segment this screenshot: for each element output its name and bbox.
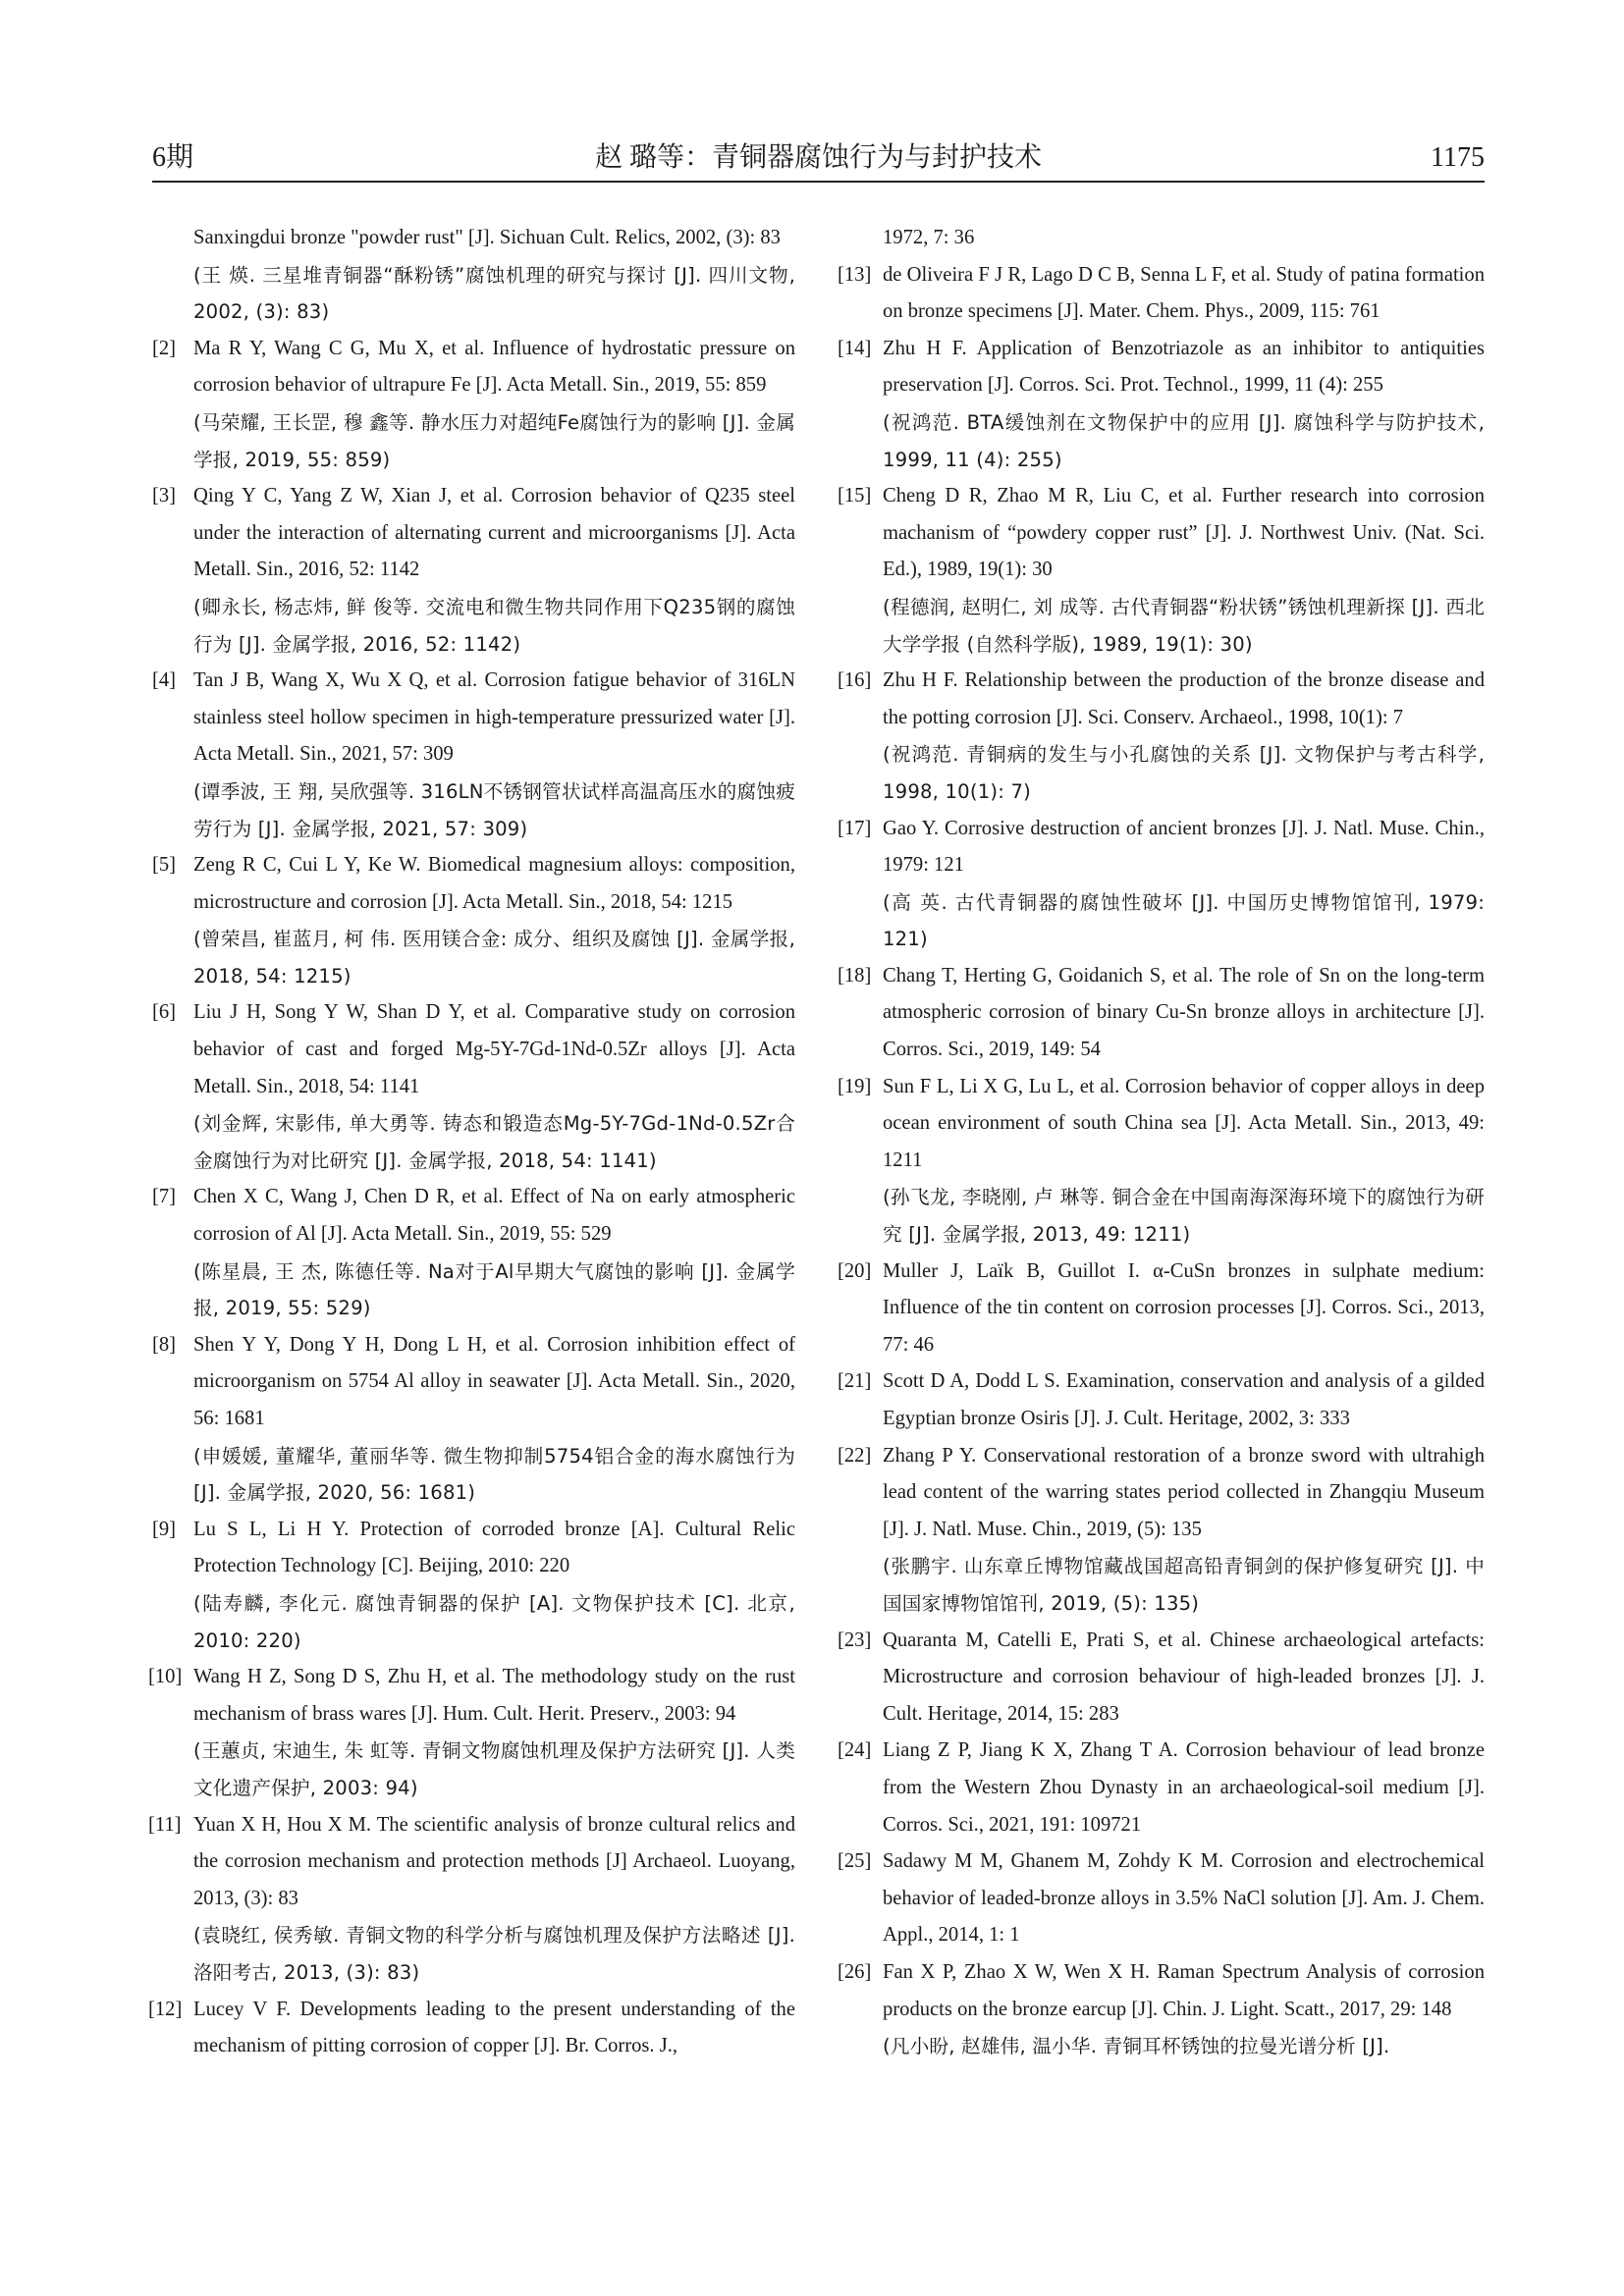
reference-chinese: (卿永长, 杨志炜, 鲜 俊等. 交流电和微生物共同作用下Q235钢的腐蚀行为 [J]. 金属学报, 2016, 52: 1142) [193, 595, 795, 656]
reference-english: 1972, 7: 36 [883, 227, 975, 248]
reference-english: Gao Y. Corrosive destruction of ancient bronzes [J]. J. Natl. Muse. Chin., 1979: 121 [883, 817, 1485, 877]
reference-english: Yuan X H, Hou X M. The scientific analysis of bronze cultural relics and the corrosion mechanism and protection methods [J] Archaeol. Luoyang, 2013, (3): 83 [193, 1813, 795, 1909]
reference-number: [4] [152, 669, 177, 692]
reference-continuation [841, 220, 1485, 257]
reference-item [838, 811, 1485, 958]
reference-item [838, 1733, 1485, 1843]
reference-number: [9] [152, 1518, 177, 1540]
reference-number: [21] [838, 1370, 872, 1393]
reference-english: Shen Y Y, Dong Y H, Dong L H, et al. Corrosion inhibition effect of microorganism on 5754 Al alloy in seawater [J]. Acta Metall. Sin., 2020, 56: 1681 [193, 1333, 795, 1429]
reference-chinese: (袁晓红, 侯秀敏. 青铜文物的科学分析与腐蚀机理及保护方法略述 [J]. 洛阳考古, 2013, (3): 83) [193, 1924, 795, 1984]
reference-number: [19] [838, 1075, 872, 1097]
reference-item [838, 1843, 1485, 1954]
reference-english: Lucey V F. Developments leading to the present understanding of the mechanism of pitting corrosion of copper [J]. Br. Corros. J., [193, 1998, 795, 2057]
reference-item [152, 331, 795, 478]
reference-english: Liu J H, Song Y W, Shan D Y, et al. Comparative study on corrosion behavior of cast and forged Mg-5Y-7Gd-1Nd-0.5Zr alloys [J]. Acta Metall. Sin., 2018, 54: 1141 [193, 1001, 795, 1097]
reference-english: Liang Z P, Jiang K X, Zhang T A. Corrosion behaviour of lead bronze from the Western Zhou Dynasty in an archaeological-soil medium [J]. Corros. Sci., 2021, 191: 109721 [883, 1739, 1485, 1836]
reference-english: Zhang P Y. Conservational restoration of a bronze sword with ultrahigh lead content of the warring states period collected in Zhangqiu Museum [J]. J. Natl. Muse. Chin., 2019, (5): 135 [883, 1444, 1485, 1540]
right-column-references [838, 220, 1485, 2065]
reference-english: Qing Y C, Yang Z W, Xian J, et al. Corrosion behavior of Q235 steel under the interaction of alternating current and microorganisms [J]. Acta Metall. Sin., 2016, 52: 1142 [193, 485, 795, 581]
reference-english: Chang T, Herting G, Goidanich S, et al. The role of Sn on the long-term atmospheric corrosion of binary Cu-Sn bronze alloys in architecture [J]. Corros. Sci., 2019, 149: 54 [883, 964, 1485, 1061]
left-column-references [148, 220, 795, 2065]
reference-item [148, 1807, 795, 1992]
reference-english: Muller J, Laïk B, Guillot I. α-CuSn bronzes in sulphate medium: Influence of the tin content on corrosion processes [J]. Corros. Sci., 2013, 77: 46 [883, 1259, 1485, 1356]
reference-number: [2] [152, 337, 177, 359]
reference-chinese: (申媛媛, 董耀华, 董丽华等. 微生物抑制5754铝合金的海水腐蚀行为 [J]. 金属学报, 2020, 56: 1681) [193, 1444, 795, 1505]
reference-continuation [152, 220, 795, 331]
reference-english: Quaranta M, Catelli E, Prati S, et al. Chinese archaeological artefacts: Microstructure and corrosion behaviour of high-leaded bronzes [J]. J. Cult. Heritage, 2014, 15: 283 [883, 1629, 1485, 1725]
reference-english: de Oliveira F J R, Lago D C B, Senna L F, et al. Study of patina formation on bronze specimens [J]. Mater. Chem. Phys., 2009, 115: 761 [883, 263, 1485, 323]
reference-item [838, 331, 1485, 478]
reference-number: [15] [838, 485, 872, 507]
reference-chinese: (祝鸿范. 青铜病的发生与小孔腐蚀的关系 [J]. 文物保护与考古科学, 1998, 10(1): 7) [883, 743, 1485, 803]
reference-english: Sanxingdui bronze "powder rust" [J]. Sichuan Cult. Relics, 2002, (3): 83 [193, 227, 781, 248]
reference-item [152, 1512, 795, 1659]
running-header [152, 135, 1485, 183]
reference-english: Chen X C, Wang J, Chen D R, et al. Effect of Na on early atmospheric corrosion of Al [J]. Acta Metall. Sin., 2019, 55: 529 [193, 1186, 795, 1246]
reference-chinese: (曾荣昌, 崔蓝月, 柯 伟. 医用镁合金: 成分、组织及腐蚀 [J]. 金属学报, 2018, 54: 1215) [193, 928, 795, 988]
issue-label: 6期 [152, 142, 194, 173]
reference-number: [14] [838, 337, 872, 359]
reference-english: Sun F L, Li X G, Lu L, et al. Corrosion behavior of copper alloys in deep ocean environment of south China sea [J]. Acta Metall. Sin., 2013, 49: 1211 [883, 1075, 1485, 1171]
reference-item [152, 1327, 795, 1512]
reference-number: [5] [152, 854, 177, 877]
reference-item [838, 257, 1485, 331]
reference-chinese: (陈星晨, 王 杰, 陈德任等. Na对于Al早期大气腐蚀的影响 [J]. 金属学报, 2019, 55: 529) [193, 1259, 795, 1320]
reference-number: [16] [838, 669, 872, 692]
reference-chinese: (马荣耀, 王长罡, 穆 鑫等. 静水压力对超纯Fe腐蚀行为的影响 [J]. 金属学报, 2019, 55: 859) [193, 410, 795, 471]
reference-english: Zeng R C, Cui L Y, Ke W. Biomedical magnesium alloys: composition, microstructure and corrosion [J]. Acta Metall. Sin., 2018, 54: 1215 [193, 854, 795, 913]
reference-item [152, 994, 795, 1179]
reference-item [838, 1954, 1485, 2065]
reference-item [838, 1254, 1485, 1364]
reference-number: [11] [148, 1813, 182, 1836]
running-title: 赵 璐等：青铜器腐蚀行为与封护技术 [594, 142, 1042, 173]
reference-number: [18] [838, 964, 872, 987]
reference-english: Scott D A, Dodd L S. Examination, conservation and analysis of a gilded Egyptian bronze Osiris [J]. J. Cult. Heritage, 2002, 3: 333 [883, 1370, 1485, 1429]
left-reference-list [148, 331, 795, 2065]
reference-number: [26] [838, 1960, 872, 1983]
reference-chinese: (王 煐. 三星堆青铜器“酥粉锈”腐蚀机理的研究与探讨 [J]. 四川文物, 2002, (3): 83) [193, 263, 795, 324]
reference-number: [24] [838, 1739, 872, 1762]
reference-chinese: (凡小盼, 赵雄伟, 温小华. 青铜耳杯锈蚀的拉曼光谱分析 [J]. [883, 2035, 1390, 2058]
reference-english: Cheng D R, Zhao M R, Liu C, et al. Further research into corrosion machanism of “powdery copper rust” [J]. J. Northwest Univ. (Nat. Sci. Ed.), 1989, 19(1): 30 [883, 485, 1485, 581]
reference-english: Sadawy M M, Ghanem M, Zohdy K M. Corrosion and electrochemical behavior of leaded-bronze alloys in 3.5% NaCl solution [J]. Am. J. Chem. Appl., 2014, 1: 1 [883, 1850, 1485, 1947]
reference-english: Wang H Z, Song D S, Zhu H, et al. The methodology study on the rust mechanism of brass wares [J]. Hum. Cult. Herit. Preserv., 2003: 94 [193, 1666, 795, 1725]
reference-english: Zhu H F. Relationship between the production of the bronze disease and the potting corrosion [J]. Sci. Conserv. Archaeol., 1998, 10(1): 7 [883, 669, 1485, 728]
page-number: 1175 [1431, 142, 1485, 173]
reference-item [838, 663, 1485, 810]
reference-english: Lu S L, Li H Y. Protection of corroded bronze [A]. Cultural Relic Protection Technology [C]. Beijing, 2010: 220 [193, 1518, 795, 1577]
reference-number: [8] [152, 1333, 177, 1356]
reference-number: [20] [838, 1259, 872, 1282]
reference-number: [13] [838, 263, 872, 286]
reference-chinese: (谭季波, 王 翔, 吴欣强等. 316LN不锈钢管状试样高温高压水的腐蚀疲劳行为 [J]. 金属学报, 2021, 57: 309) [193, 779, 795, 840]
reference-item [838, 1363, 1485, 1437]
reference-item [152, 847, 795, 994]
reference-number: [12] [148, 1998, 183, 2020]
reference-chinese: (陆寿麟, 李化元. 腐蚀青铜器的保护 [A]. 文物保护技术 [C]. 北京, 2010: 220) [193, 1591, 795, 1652]
reference-chinese: (高 英. 古代青铜器的腐蚀性破坏 [J]. 中国历史博物馆馆刊, 1979: 121) [883, 890, 1485, 951]
reference-english: Ma R Y, Wang C G, Mu X, et al. Influence of hydrostatic pressure on corrosion behavior of ultrapure Fe [J]. Acta Metall. Sin., 2019, 55: 859 [193, 337, 795, 397]
reference-item [838, 958, 1485, 1069]
reference-item [838, 1438, 1485, 1623]
reference-number: [6] [152, 1001, 177, 1024]
right-reference-list [838, 257, 1485, 2065]
reference-english: Fan X P, Zhao X W, Wen X H. Raman Spectrum Analysis of corrosion products on the bronze earcup [J]. Chin. J. Light. Scatt., 2017, 29: 148 [883, 1960, 1485, 2020]
reference-chinese: (祝鸿范. BTA缓蚀剂在文物保护中的应用 [J]. 腐蚀科学与防护技术, 1999, 11 (4): 255) [883, 410, 1485, 471]
reference-item [152, 663, 795, 847]
reference-item [148, 1992, 795, 2065]
reference-chinese: (张鹏宇. 山东章丘博物馆藏战国超高铅青铜剑的保护修复研究 [J]. 中国国家博物馆馆刊, 2019, (5): 135) [883, 1555, 1485, 1615]
reference-number: [25] [838, 1850, 872, 1873]
reference-number: [23] [838, 1629, 872, 1651]
reference-chinese: (孙飞龙, 李晓刚, 卢 琳等. 铜合金在中国南海深海环境下的腐蚀行为研究 [J]. 金属学报, 2013, 49: 1211) [883, 1186, 1485, 1247]
reference-chinese: (程德润, 赵明仁, 刘 成等. 古代青铜器“粉状锈”锈蚀机理新探 [J]. 西北大学学报 (自然科学版), 1989, 19(1): 30) [883, 595, 1485, 656]
reference-chinese: (王蕙贞, 宋迪生, 朱 虹等. 青铜文物腐蚀机理及保护方法研究 [J]. 人类文化遗产保护, 2003: 94) [193, 1739, 795, 1799]
reference-number: [3] [152, 485, 177, 507]
reference-chinese: (刘金辉, 宋影伟, 单大勇等. 铸态和锻造态Mg-5Y-7Gd-1Nd-0.5Zr合金腐蚀行为对比研究 [J]. 金属学报, 2018, 54: 1141) [193, 1112, 795, 1172]
reference-number: [10] [148, 1666, 183, 1688]
reference-item [148, 1659, 795, 1806]
reference-item [152, 1179, 795, 1326]
reference-english: Tan J B, Wang X, Wu X Q, et al. Corrosion fatigue behavior of 316LN stainless steel hollow specimen in high-temperature pressurized water [J]. Acta Metall. Sin., 2021, 57: 309 [193, 669, 795, 766]
reference-item [838, 1069, 1485, 1254]
reference-item [838, 478, 1485, 663]
reference-number: [7] [152, 1186, 177, 1208]
reference-english: Zhu H F. Application of Benzotriazole as an inhibitor to antiquities preservation [J]. Corros. Sci. Prot. Technol., 1999, 11 (4): 255 [883, 337, 1485, 397]
reference-item [152, 478, 795, 663]
reference-number: [22] [838, 1444, 872, 1467]
reference-number: [17] [838, 817, 872, 839]
reference-item [838, 1623, 1485, 1734]
